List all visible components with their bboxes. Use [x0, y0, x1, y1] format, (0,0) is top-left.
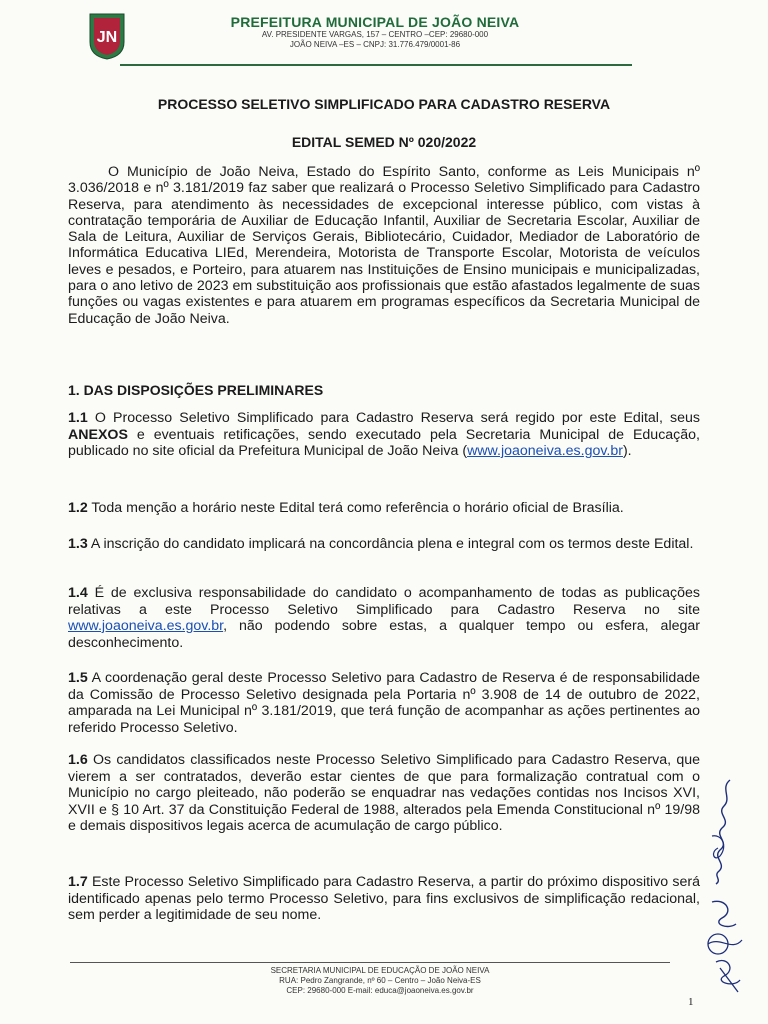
clause-text: A inscrição do candidato implicará na concordância plena e integral com os termos deste Edital.: [87, 536, 694, 552]
clause-number: 1.6: [68, 752, 88, 768]
clause-1-6: [68, 752, 700, 835]
clause-number: 1.4: [68, 585, 88, 601]
header-city-cnpj: JOÃO NEIVA –ES – CNPJ: 31.776.479/0001-86: [289, 40, 461, 49]
municipal-logo: [88, 12, 126, 60]
logo-lettering: JN: [96, 29, 118, 46]
page-number: 1: [688, 996, 694, 1008]
website-link[interactable]: www.joaoneiva.es.gov.br: [68, 618, 224, 634]
clause-text: , não podendo sobre estas, a qualquer tempo ou esfera, alegar desconhecimento.: [68, 618, 700, 651]
clause-text: Os candidatos classificados neste Processo Seletivo Simplificado para Cadastro Reserva, que vierem a ser contratados, deverão estar cientes de que para formalização contratual com o Município no cargo pleiteado, não poderão se enquadrar nas vedações contidas nos Incisos XVI, XVII e § 10 Art. 37 da Constituição Federal de 1988, alterados pela Emenda Constitucional nº 19/98 e demais dispositivos legais acerca de acumulação de cargo público.: [68, 752, 700, 834]
clause-1-7: [68, 874, 700, 924]
clause-number: 1.2: [68, 500, 88, 516]
clause-1-2: [68, 500, 700, 517]
footer-address: RUA: Pedro Zangrande, nº 60 – Centro – João Neiva-ES: [279, 976, 481, 985]
initials-signature: [698, 896, 750, 996]
clause-text: Este Processo Seletivo Simplificado para Cadastro Reserva, a partir do próximo dispositivo será identificado apenas pelo termo Processo Seletivo, para fins exclusivos de simplificação redacional, sem perder a legitimidade de seu nome.: [68, 874, 700, 923]
footer-contact: CEP: 29680-000 E-mail: educa@joaoneiva.es.gov.br: [286, 986, 474, 995]
clause-text: e eventuais retificações, sendo executado pela Secretaria Municipal de Educação, publicado no site oficial da Prefeitura Municipal de João Neiva (: [68, 426, 700, 459]
handwritten-signature: [702, 776, 742, 886]
annexes-emphasis: ANEXOS: [68, 426, 128, 443]
section-title: 1. DAS DISPOSIÇÕES PRELIMINARES: [68, 382, 324, 398]
footer: [200, 966, 560, 996]
website-link[interactable]: www.joaoneiva.es.gov.br: [467, 443, 623, 459]
clause-text: O Processo Seletivo Simplificado para Cadastro Reserva será regido por este Edital, seus: [87, 410, 700, 426]
intro-text: O Município de João Neiva, Estado do Espírito Santo, conforme as Leis Municipais nº 3.036/2018 e nº 3.181/2019 faz saber que realizará o Processo Seletivo Simplificado para Cadastro Reserva, para atendimento às necessidades de excepcional interesse público, com vistas à contratação temporária de Auxiliar de Educação Infantil, Auxiliar de Secretaria Escolar, Auxiliar de Sala de Leitura, Auxiliar de Serviços Gerais, Bibliotecário, Cuidador, Mediador de Laboratório de Informática Educativa LIEd, Merendeira, Motorista de Transporte Escolar, Motorista de veículos leves e pesados, e Porteiro, para atuarem nas Instituições de Ensino municipais e municipalizadas, para o ano letivo de 2023 em substituição aos profissionais que estão afastados legalmente de suas funções ou vagas existentes e para atuarem em programas específicos da Secretaria Municipal de Educação de João Neiva.: [68, 164, 700, 327]
edital-number: EDITAL SEMED Nº 020/2022: [291, 134, 477, 150]
clause-1-4: [68, 585, 700, 651]
clause-number: 1.7: [68, 874, 88, 890]
header-address: AV. PRESIDENTE VARGAS, 157 – CENTRO –CEP: 29680-000: [261, 30, 489, 39]
clause-number: 1.5: [68, 670, 88, 686]
footer-department: SECRETARIA MUNICIPAL DE EDUCAÇÃO DE JOÃO NEIVA: [270, 966, 490, 975]
clause-number: 1.1: [68, 410, 88, 426]
document-title: PROCESSO SELETIVO SIMPLIFICADO PARA CADASTRO RESERVA: [157, 96, 611, 112]
clause-text: A coordenação geral deste Processo Seletivo para Cadastro de Reserva é de responsabilidade da Comissão de Processo Seletivo designada pela Portaria nº 3.908 de 14 de outubro de 2022, amparada na Lei Municipal nº 3.181/2019, que terá função de acompanhar as ações pertinentes ao referido Processo Seletivo.: [68, 670, 700, 736]
clause-1-1: [68, 410, 700, 460]
header-title: PREFEITURA MUNICIPAL DE JOÃO NEIVA: [230, 14, 520, 30]
letterhead: [200, 14, 550, 50]
footer-divider: [70, 962, 670, 963]
clause-1-5: [68, 670, 700, 736]
header-divider: [120, 64, 632, 66]
clause-number: 1.3: [68, 536, 88, 552]
clause-1-3: [68, 536, 700, 553]
clause-text: ).: [622, 443, 632, 459]
intro-paragraph: [68, 164, 700, 327]
clause-text: Toda menção a horário neste Edital terá como referência o horário oficial de Brasília.: [87, 500, 624, 516]
clause-text: É de exclusiva responsabilidade do candidato o acompanhamento de todas as publicações relativas a este Processo Seletivo Simplificado para Cadastro Reserva no site: [68, 585, 700, 618]
